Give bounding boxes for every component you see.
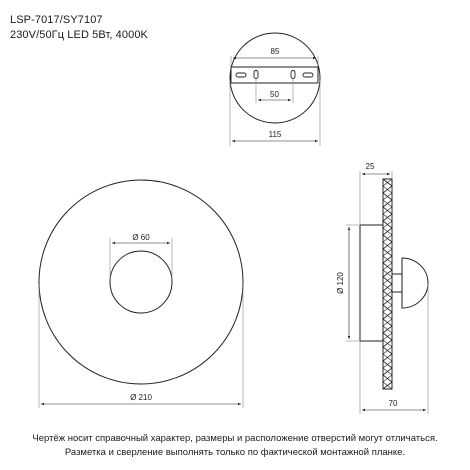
dim-mount-diameter: 115	[268, 130, 282, 139]
dome-neck	[392, 274, 402, 292]
dim-hole-diameter: Ø 60	[132, 233, 150, 242]
dim-bracket-width: 85	[270, 47, 280, 56]
outer-disc	[39, 180, 243, 384]
mounting-bracket	[231, 67, 318, 83]
front-view	[39, 180, 243, 408]
center-hole	[110, 251, 172, 313]
dim-total-depth: 70	[388, 399, 398, 408]
wall-base	[360, 225, 383, 341]
dim-depth-top: 25	[365, 162, 375, 171]
disclaimer-line-2: Разметка и сверление выполнять только по фактической монтажной планке.	[64, 447, 406, 458]
mounting-plate-view	[230, 33, 320, 146]
dim-base-diameter: Ø 120	[336, 272, 345, 294]
dome-cap	[402, 258, 428, 308]
dim-bracket-holes: 50	[270, 90, 279, 99]
disclaimer-line-1: Чертёж носит справочный характер, размеры и расположение отверстий могут отличаться.	[32, 433, 438, 444]
side-view	[336, 162, 428, 414]
model-title: LSP-7017/SY7107	[10, 14, 103, 26]
dim-outer-diameter: Ø 210	[130, 393, 152, 402]
spec-line: 230V/50Гц LED 5Вт, 4000K	[10, 29, 148, 41]
